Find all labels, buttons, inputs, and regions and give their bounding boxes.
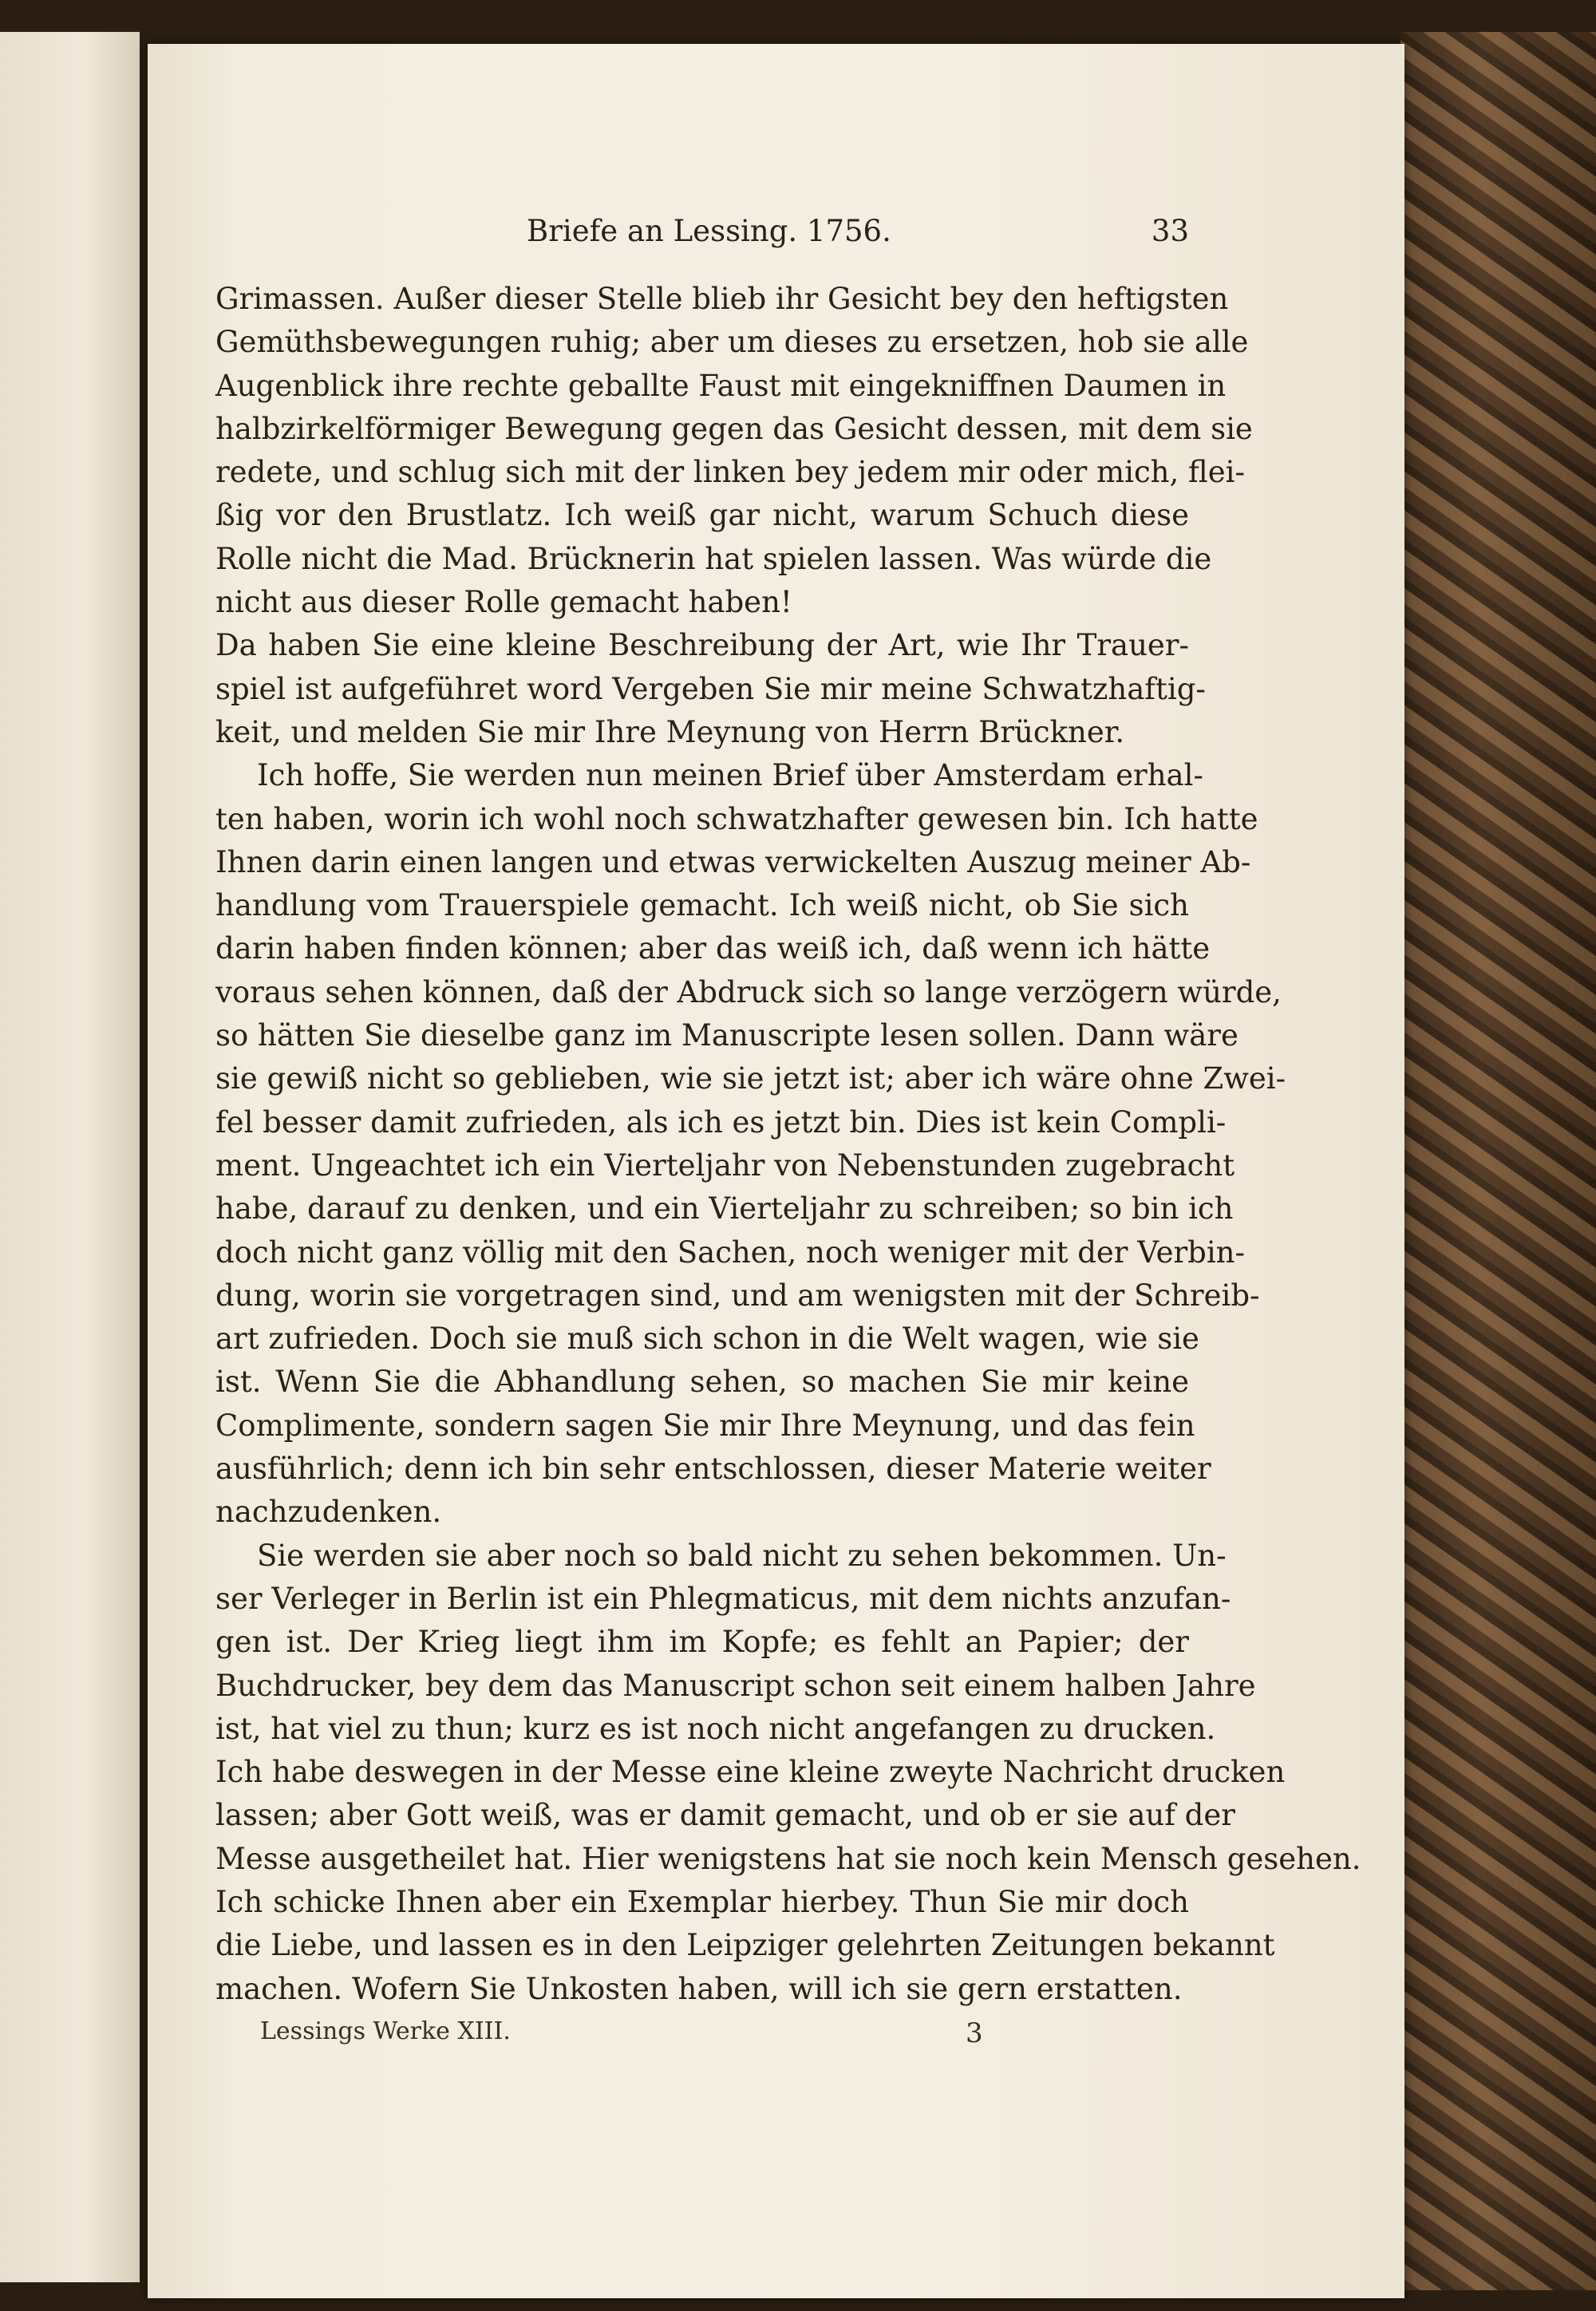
text-line: spiel ist aufgeführet word Vergeben Sie mir meine Schwatzhaftig- [215, 671, 1206, 706]
body-text [215, 278, 1361, 2011]
text-line: Messe ausgetheilet hat. Hier wenigstens hat sie noch kein Mensch gesehen. [215, 1841, 1361, 1876]
text-line: die Liebe, und lassen es in den Leipziger gelehrten Zeitungen bekannt [215, 1928, 1275, 1963]
text-line: ser Verleger in Berlin ist ein Phlegmaticus, mit dem nichts anzufan- [215, 1581, 1231, 1616]
signature-mark: Lessings Werke XIII. [260, 2017, 511, 2045]
text-line: ßig vor den Brustlatz. Ich weiß gar nicht, warum Schuch diese [215, 498, 1189, 533]
text-line: Gemüthsbewegungen ruhig; aber um dieses zu ersetzen, hob sie alle [215, 325, 1249, 360]
text-line: voraus sehen können, daß der Abdruck sich so lange verzögern würde, [215, 974, 1282, 1009]
text-line: lassen; aber Gott weiß, was er damit gemacht, und ob er sie auf der [215, 1798, 1235, 1833]
text-line: Ich schicke Ihnen aber ein Exemplar hierbey. Thun Sie mir doch [215, 1884, 1189, 1919]
text-line: Augenblick ihre rechte geballte Faust mit eingekniffnen Daumen in [215, 368, 1227, 403]
text-line: Complimente, sondern sagen Sie mir Ihre Meynung, und das fein [215, 1408, 1195, 1443]
text-line: nachzudenken. [215, 1495, 442, 1530]
text-line: fel besser damit zufrieden, als ich es jetzt bin. Dies ist kein Compli- [215, 1104, 1227, 1140]
page-header [215, 214, 1189, 262]
text-line: sie gewiß nicht so geblieben, wie sie jetzt ist; aber ich wäre ohne Zwei- [215, 1061, 1286, 1096]
text-line: Buchdrucker, bey dem das Manuscript schon seit einem halben Jahre [215, 1668, 1256, 1703]
left-page-edge [0, 32, 140, 2282]
text-line: Ihnen darin einen langen und etwas verwickelten Auszug meiner Ab- [215, 844, 1251, 879]
text-line: doch nicht ganz völlig mit den Sachen, noch weniger mit der Verbin- [215, 1235, 1246, 1270]
text-line: gen ist. Der Krieg liegt ihm im Kopfe; es fehlt an Papier; der [215, 1625, 1189, 1660]
text-line: machen. Wofern Sie Unkosten haben, will ich sie gern erstatten. [215, 1971, 1183, 2006]
text-line: darin haben finden können; aber das weiß ich, daß wenn ich hätte [215, 931, 1211, 966]
text-line: Ich habe deswegen in der Messe eine kleine zweyte Nachricht drucken [215, 1755, 1286, 1790]
text-line: Da haben Sie eine kleine Beschreibung der Art, wie Ihr Trauer- [215, 628, 1189, 663]
text-line: ist, hat viel zu thun; kurz es ist noch nicht angefangen zu drucken. [215, 1711, 1216, 1746]
text-line: Rolle nicht die Mad. Brücknerin hat spielen lassen. Was würde die [215, 541, 1212, 576]
text-line: ten haben, worin ich wohl noch schwatzhafter gewesen bin. Ich hatte [215, 801, 1258, 836]
text-line: redete, und schlug sich mit der linken bey jedem mir oder mich, flei- [215, 455, 1245, 490]
text-line: habe, darauf zu denken, und ein Vierteljahr zu schreiben; so bin ich [215, 1191, 1234, 1227]
page-footer [215, 2017, 1189, 2057]
text-line: ausführlich; denn ich bin sehr entschlossen, dieser Materie weiter [215, 1452, 1211, 1487]
text-line: Sie werden sie aber noch so bald nicht zu sehen bekommen. Un- [257, 1538, 1227, 1573]
book-binding [1400, 32, 1596, 2290]
text-line: so hätten Sie dieselbe ganz im Manuscripte lesen sollen. Dann wäre [215, 1018, 1238, 1053]
text-line: handlung vom Trauerspiele gemacht. Ich weiß nicht, ob Sie sich [215, 888, 1189, 923]
text-line: Grimassen. Außer dieser Stelle blieb ihr Gesicht bey den heftigsten [215, 282, 1229, 316]
text-line: keit, und melden Sie mir Ihre Meynung von Herrn Brückner. [215, 714, 1125, 749]
text-line: dung, worin sie vorgetragen sind, und am wenigsten mit der Schreib- [215, 1278, 1260, 1313]
text-line: Ich hoffe, Sie werden nun meinen Brief über Amsterdam erhal- [257, 758, 1203, 793]
text-line: ist. Wenn Sie die Abhandlung sehen, so machen Sie mir keine [215, 1365, 1189, 1400]
text-line: art zufrieden. Doch sie muß sich schon in die Welt wagen, wie sie [215, 1321, 1199, 1357]
text-line: halbzirkelförmiger Bewegung gegen das Gesicht dessen, mit dem sie [215, 411, 1253, 446]
page-number: 33 [1151, 214, 1189, 248]
sheet-number: 3 [966, 2017, 983, 2049]
text-line: ment. Ungeachtet ich ein Vierteljahr von Nebenstunden zugebracht [215, 1148, 1235, 1183]
text-line: nicht aus dieser Rolle gemacht haben! [215, 585, 792, 620]
running-title: Briefe an Lessing. 1756. [527, 214, 891, 248]
